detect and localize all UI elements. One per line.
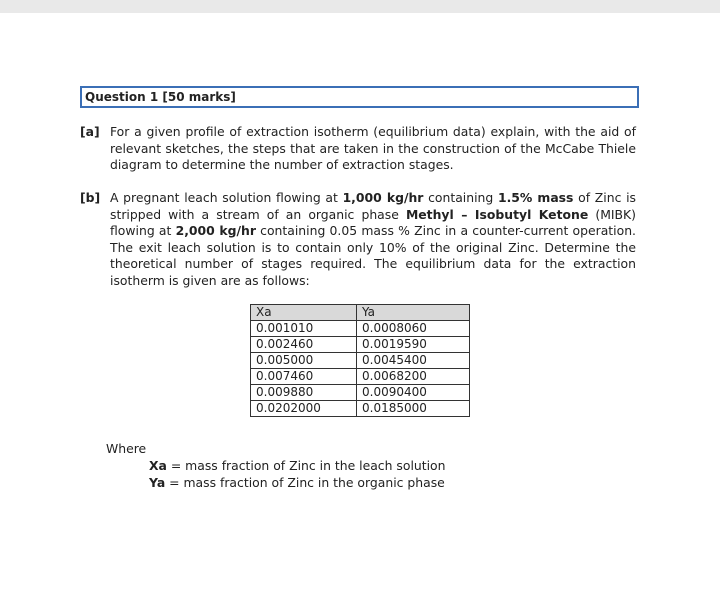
cell-xa: 0.002460 — [251, 337, 357, 353]
cell-xa: 0.007460 — [251, 369, 357, 385]
part-b — [80, 190, 636, 290]
part-a-text: For a given profile of extraction isotherm (equilibrium data) explain, with the aid of relevant sketches, the steps that are taken in the construction of the McCabe Thiele diagram to determine the number of extraction stages. — [110, 124, 636, 173]
part-a-tag: [a] — [80, 124, 100, 139]
zinc-concentration: 1.5% mass — [497, 190, 574, 205]
part-b-text-3: of Zinc is stripped with a stream of an organic phase — [110, 190, 636, 222]
xa-symbol: Xa — [149, 458, 167, 473]
solvent-rate: 2,000 kg/hr — [175, 223, 256, 239]
table-row — [251, 337, 470, 353]
where-label: Where — [106, 441, 147, 456]
column-header-ya: Ya — [357, 305, 470, 321]
part-b-text-4: (MIBK) flowing at — [110, 206, 637, 239]
part-b-text-1: A pregnant leach solution flowing at — [110, 190, 343, 205]
table-row — [251, 353, 470, 369]
part-b-tag: [b] — [80, 190, 101, 205]
table-header-row — [251, 305, 470, 321]
cell-ya: 0.0019590 — [357, 337, 470, 353]
cell-ya: 0.0185000 — [357, 401, 470, 417]
definition-ya — [149, 475, 445, 490]
part-b-text — [110, 190, 636, 290]
xa-text: = mass fraction of Zinc in the leach solution — [166, 458, 446, 473]
table-row — [251, 369, 470, 385]
feed-rate: 1,000 kg/hr — [342, 190, 424, 205]
definition-xa — [149, 458, 445, 473]
ya-symbol: Ya — [149, 475, 166, 490]
cell-ya: 0.0008060 — [357, 321, 470, 337]
cell-xa: 0.0202000 — [251, 401, 357, 417]
solvent-name: Methyl – Isobutyl Ketone — [405, 206, 589, 222]
equilibrium-table — [250, 304, 470, 417]
column-header-xa: Xa — [251, 305, 357, 321]
part-b-text-2: containing — [423, 190, 498, 205]
part-a — [80, 124, 636, 174]
table-row — [251, 401, 470, 417]
table-row — [251, 321, 470, 337]
cell-xa: 0.009880 — [251, 385, 357, 401]
ya-text: = mass fraction of Zinc in the organic phase — [165, 475, 445, 490]
table-row — [251, 385, 470, 401]
question-header: Question 1 [50 marks] — [80, 86, 639, 108]
viewer-top-bar — [0, 0, 720, 13]
cell-ya: 0.0045400 — [357, 353, 470, 369]
part-b-text-5: containing 0.05 mass % Zinc in a counter-current operation. The exit leach solution is to contain only 10% of the original Zinc. Determine the theoretical number of stages required. The equilibrium data for the extraction isotherm is given are as follows: — [110, 223, 636, 288]
cell-xa: 0.001010 — [251, 321, 357, 337]
cell-ya: 0.0090400 — [357, 385, 470, 401]
cell-xa: 0.005000 — [251, 353, 357, 369]
cell-ya: 0.0068200 — [357, 369, 470, 385]
